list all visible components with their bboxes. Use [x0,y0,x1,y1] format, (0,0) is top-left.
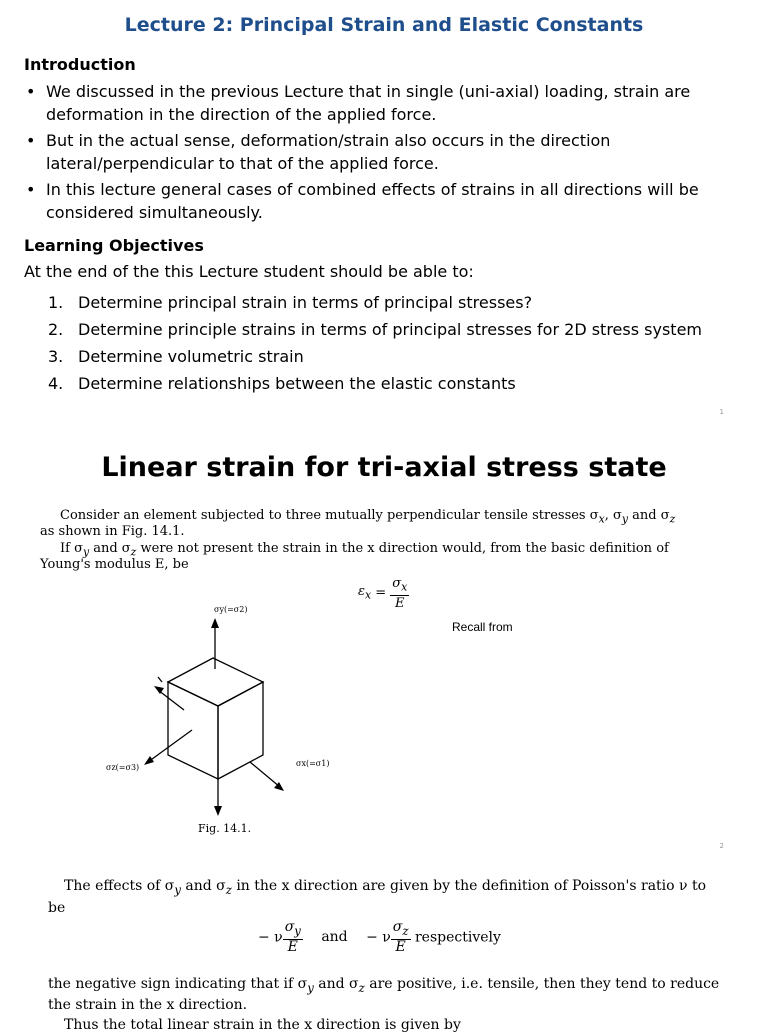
objective-item: 3. Determine volumetric strain [48,347,304,366]
slide-1-title: Lecture 2: Principal Strain and Elastic Constants [124,14,644,36]
strain-equation: $\varepsilon_x$ = $\frac{\sigma_x}{E}$ [358,576,408,611]
objectives-list [48,289,702,397]
introduction-heading: Introduction [24,55,136,74]
y-axis-label: σy(=σ2) [214,605,248,614]
objective-item: 4. Determine relationships between the elastic constants [48,374,516,393]
textbook-paragraph-1-line-2: as shown in Fig. 14.1. [40,524,185,539]
intro-bullet: • We discussed in the previous Lecture that in single (uni-axial) loading, strain are deformation in the direction of the applied force. [26,82,691,124]
z-stress-arrow [148,730,192,762]
intro-bullet: • In this lecture general cases of combined effects of strains in all directions will be considered simultaneously. [26,180,699,222]
poisson-paragraph: The effects of $\sigma_y$ and $\sigma_z$ in the x direction are given by the definition of Poisson's ratio ν to [64,878,707,897]
negative-sign-paragraph-line-2: the strain in the x direction. [48,997,248,1013]
objective-item: 1. Determine principal strain in terms of principal stresses? [48,293,533,312]
negative-sign-paragraph: the negative sign indicating that if $\sigma_y$ and $\sigma_z$ are positive, i.e. tensile, then they tend to reduce [48,976,720,995]
total-strain-paragraph-cut: Thus the total linear strain in the x direction is given by [64,1017,461,1033]
poisson-paragraph-line-2: be [48,900,66,916]
slide-2 [0,430,768,854]
figure-caption: Fig. 14.1. [198,822,252,835]
z-axis-label: σz(=σ3) [106,763,140,772]
objective-item: 2. Determine principle strains in terms of principal stresses for 2D stress system [48,320,702,339]
textbook-paragraph-1: Consider an element subjected to three mutually perpendicular tensile stresses $\sigma_x$, $\sigma_y$ and $\sigma_z$ [60,508,676,526]
page-number: 2 [719,842,724,850]
objectives-intro: At the end of the this Lecture student should be able to: [24,262,474,281]
stress-cube-figure [100,602,360,822]
x-stress-arrow-left [158,677,162,682]
cube-front-face [168,682,218,779]
x-stress-arrow [250,762,280,787]
slide-1 [0,0,768,430]
slide-2-title: Linear strain for tri-axial stress state [101,452,667,483]
textbook-paragraph-2: If $\sigma_y$ and $\sigma_z$ were not present the strain in the x direction would, from the basic definition of [60,541,669,559]
intro-bullet: • But in the actual sense, deformation/strain also occurs in the direction lateral/perpendicular to that of the applied force. [26,131,611,173]
recall-note: Recall from [452,620,513,634]
learning-objectives-heading: Learning Objectives [24,236,204,255]
x-axis-label: σx(=σ1) [296,759,330,768]
cube-side-face [218,682,263,779]
poisson-equation: − ν $\frac{\sigma_y}{E}$ and − ν $\frac{\sigma_z}{E}$ respectively [258,919,501,955]
intro-bullet-list [24,80,744,227]
slide-3 [0,854,768,1033]
textbook-paragraph-2-line-2: Young's modulus E, be [40,557,189,572]
page-number: 1 [719,408,724,416]
